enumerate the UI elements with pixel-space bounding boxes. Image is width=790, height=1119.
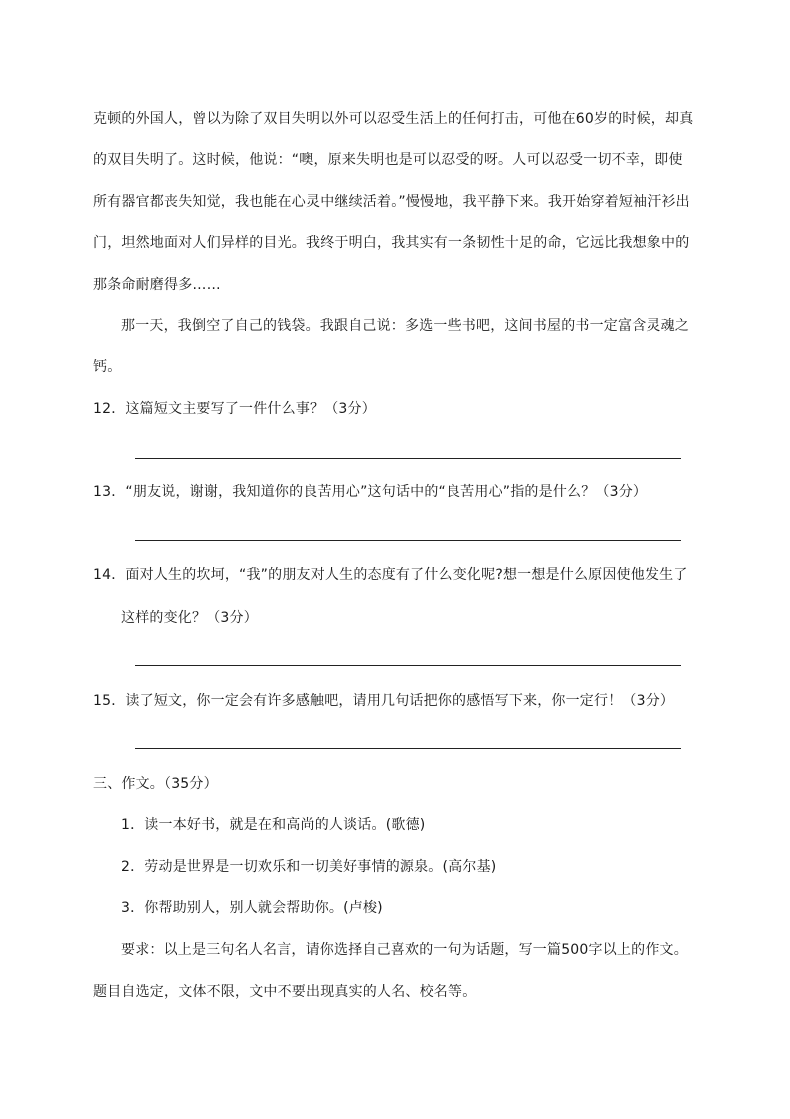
passage-line: 克顿的外国人，曾以为除了双目失明以外可以忍受生活上的任何打击，可他在60岁的时候，却真 bbox=[93, 111, 694, 127]
answer-line-14[interactable] bbox=[135, 665, 681, 666]
passage-line: 门，坦然地面对人们异样的目光。我终于明白，我其实有一条韧性十足的命，它远比我想象中的 bbox=[93, 235, 690, 251]
composition-heading: 三、作文。（35分） bbox=[93, 776, 218, 792]
quote-item: 1．读一本好书，就是在和高尚的人谈话。(歌德) bbox=[121, 817, 426, 833]
quote-item: 3．你帮助别人，别人就会帮助你。(卢梭) bbox=[121, 900, 383, 916]
question-14-continuation: 这样的变化？（3分） bbox=[121, 610, 258, 626]
question-12: 12．这篇短文主要写了一件什么事？（3分） bbox=[93, 401, 376, 417]
question-15: 15．读了短文，你一定会有许多感触吧，请用几句话把你的感悟写下来，你一定行！（3分） bbox=[93, 693, 675, 709]
answer-line-13[interactable] bbox=[135, 540, 681, 541]
passage-line: 那条命耐磨得多…… bbox=[93, 277, 221, 293]
requirement-line: 要求：以上是三句名人名言，请你选择自己喜欢的一句为话题，写一篇500字以上的作文。 bbox=[121, 942, 688, 958]
passage-line: 钙。 bbox=[93, 359, 122, 375]
question-14: 14．面对人生的坎坷，“我”的朋友对人生的态度有了什么变化呢?想一想是什么原因使他发生了 bbox=[93, 567, 688, 583]
passage-line: 的双目失明了。这时候，他说：“噢，原来失明也是可以忍受的呀。人可以忍受一切不幸，即使 bbox=[93, 152, 683, 168]
answer-line-12[interactable] bbox=[135, 458, 681, 459]
quote-item: 2．劳动是世界是一切欢乐和一切美好事情的源泉。(高尔基) bbox=[121, 859, 497, 875]
requirement-line: 题目自选定，文体不限，文中不要出现真实的人名、校名等。 bbox=[93, 984, 477, 1000]
question-13: 13．“朋友说，谢谢，我知道你的良苦用心”这句话中的“良苦用心”指的是什么？（3分） bbox=[93, 484, 648, 500]
passage-line: 所有器官都丧失知觉，我也能在心灵中继续活着。”慢慢地，我平静下来。我开始穿着短袖汗衫出 bbox=[93, 194, 690, 210]
passage-line: 那一天，我倒空了自己的钱袋。我跟自己说：多选一些书吧，这间书屋的书一定富含灵魂之 bbox=[121, 318, 689, 334]
answer-line-15[interactable] bbox=[135, 748, 681, 749]
